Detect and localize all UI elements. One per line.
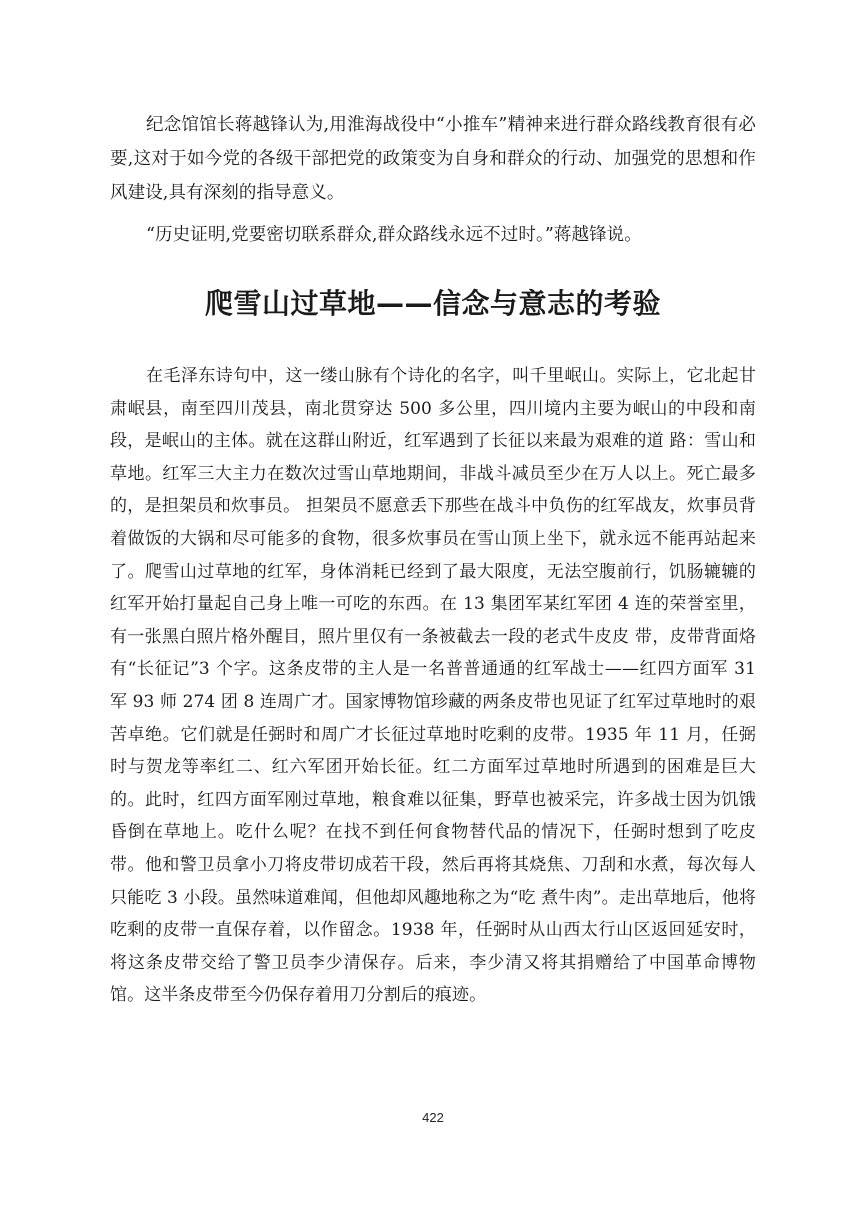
paragraph-snow-mountains: 在毛泽东诗句中，这一缕山脉有个诗化的名字，叫千里岷山。实际上，它北起甘肃岷县，南至四川茂县，南北贯穿达 500 多公里，四川境内主要为岷山的中段和南段，是岷山的主体。就在这群山附近，红军遇到了长征以来最为艰难的道 路：雪山和草地。红军三大主力在数次过雪山草地期间，非战斗减员至少在万人以上。死亡最多的，是担架员和炊事员。 担架员不愿意丢下那些在战斗中负伤的红军战友，炊事员背 着做饭的大锅和尽可能多的食物，很多炊事员在雪山顶上坐下，就永远不能再站起来了。爬雪山过草地的红军，身体消耗已经到了最大限度，无法空腹前行，饥肠辘辘的红军开始打量起自己身上唯一可吃的东西。在 13 集团军某红军团 4 连的荣誉室里，有一张黑白照片格外醒目，照片里仅有一条被截去一段的老式牛皮皮 带，皮带背面烙有“长征记”3 个字。这条皮带的主人是一名普普通通的红军战士——红四方面军 31 军 93 师 274 团 8 连周广才。国家博物馆珍藏的两条皮带也见证了红军过草地时的艰苦卓绝。它们就是任弼时和周广才长征过草地时吃剩的皮带。1935 年 11 月，任弼时与贺龙等率红二、红六军团开始长征。红二方面军过草地时所遇到的困难是巨大的。此时，红四方面军刚过草地，粮食难以征集，野草也被采完，许多战士因为饥饿昏倒在草地上。吃什么呢？在找不到任何食物替代品的情况下，任弼时想到了吃皮带。他和警卫员拿小刀将皮带切成若干段，然后再将其烧焦、刀刮和水煮，每次每人只能吃 3 小段。虽然味道难闻，但他却风趣地称之为“吃 煮牛肉”。走出草地后，他将吃剩的皮带一直保存着，以作留念。1938 年，任弼时从山西太行山区返回延安时，将这条皮带交给了警卫员李少清保存。后来，李少清又将其捐赠给了中国革命博物馆。这半条皮带至今仍保存着用刀分割后的痕迹。 xyxy=(110,366,756,1006)
page-number: 422 xyxy=(422,1110,444,1125)
paragraph-memorial-director: 纪念馆馆长蒋越锋认为,用淮海战役中“小推车”精神来进行群众路线教育很有必要,这对于如今党的各级干部把党的政策变为自身和群众的行动、加强党的思想和作风建设,具有深刻的指导意义。 xyxy=(110,115,756,203)
document-page xyxy=(110,0,756,1215)
paragraph-quote: “历史证明,党要密切联系群众,群众路线永远不过时。”蒋越锋说。 xyxy=(146,225,642,245)
section-title: 爬雪山过草地——信念与意志的考验 xyxy=(204,287,661,320)
